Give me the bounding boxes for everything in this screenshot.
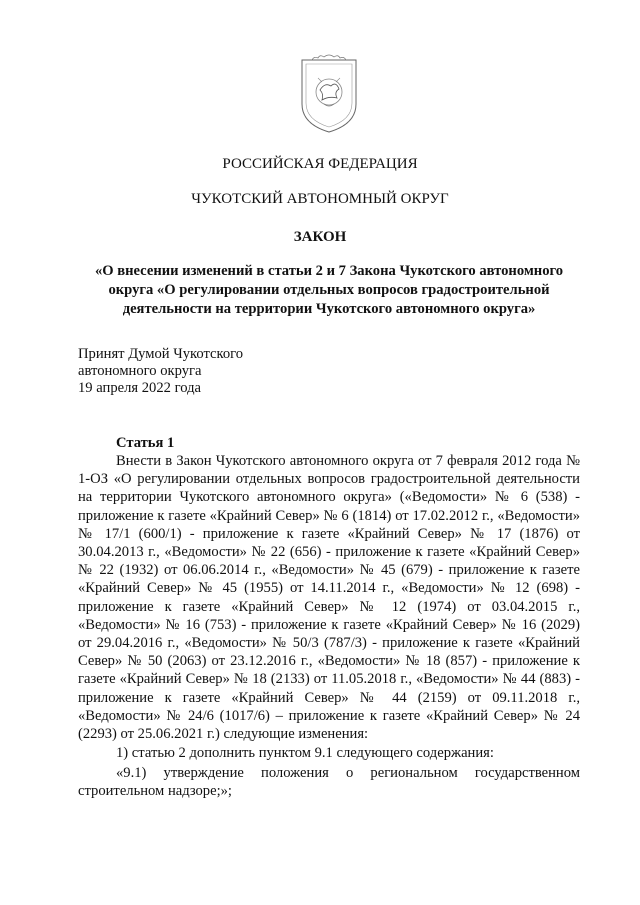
adoption-date: 19 апреля 2022 года (78, 380, 201, 396)
adoption-info (78, 346, 243, 397)
adoption-line: автономного округа (78, 363, 202, 379)
okrug-heading: ЧУКОТСКИЙ АВТОНОМНЫЙ ОКРУГ (191, 191, 449, 207)
adoption-line: Принят Думой Чукотского (78, 346, 244, 362)
amendment-item-text: «9.1) утверждение положения о региональном государственном строительном надзоре;»; (78, 765, 580, 800)
article-heading: Статья 1 (116, 435, 175, 451)
law-label: ЗАКОН (293, 229, 347, 245)
law-title: «О внесении изменений в статьи 2 и 7 Закона Чукотского автономного округа «О регулировании отдельных вопросов градостроительной деятельности на территории Чукотского автономного округа» (94, 263, 564, 317)
federation-heading: РОССИЙСКАЯ ФЕДЕРАЦИЯ (222, 156, 418, 172)
coat-of-arms-emblem (298, 54, 360, 134)
amendment-item: 1) статью 2 дополнить пунктом 9.1 следующего содержания: (116, 745, 494, 761)
article-intro-paragraph: Внести в Закон Чукотского автономного округа от 7 февраля 2012 года № 1-ОЗ «О регулировании отдельных вопросов градостроительной деятельности на территории Чукотского автономного округа» («Ведомости» № 6 (538) - приложение к газете «Крайний Север» № 6 (1814) от 17.02.2012 г., «Ведомости» № 17/1 (600/1) - приложение к газете «Крайний Север» № 17 (1876) от 30.04.2013 г., «Ведомости» № 22 (656) - приложение к газете «Крайний Север» № 22 (1932) от 06.06.2014 г., «Ведомости» № 45 (679) - приложение к газете «Крайний Север» № 45 (1955) от 14.11.2014 г., «Ведомости» № 12 (698) - приложение к газете «Крайний Север» № 12 (1974) от 03.04.2015 г., «Ведомости» № 16 (753) - приложение к газете «Крайний Север» № 16 (2029) от 29.04.2016 г., «Ведомости» № 50/3 (787/3) - приложение к газете «Крайний Север» № 50 (2063) от 23.12.2016 г., «Ведомости» № 18 (857) - приложение к газете «Крайний Север» № 18 (2133) от 11.05.2018 г., «Ведомости» № 44 (883) - приложение к газете «Крайний Север» № 44 (2159) от 09.11.2018 г., «Ведомости» № 24/6 (1017/6) – приложение к газете «Крайний Север» № 24 (2293) от 25.06.2021 г.) следующие изменения: (78, 453, 580, 743)
